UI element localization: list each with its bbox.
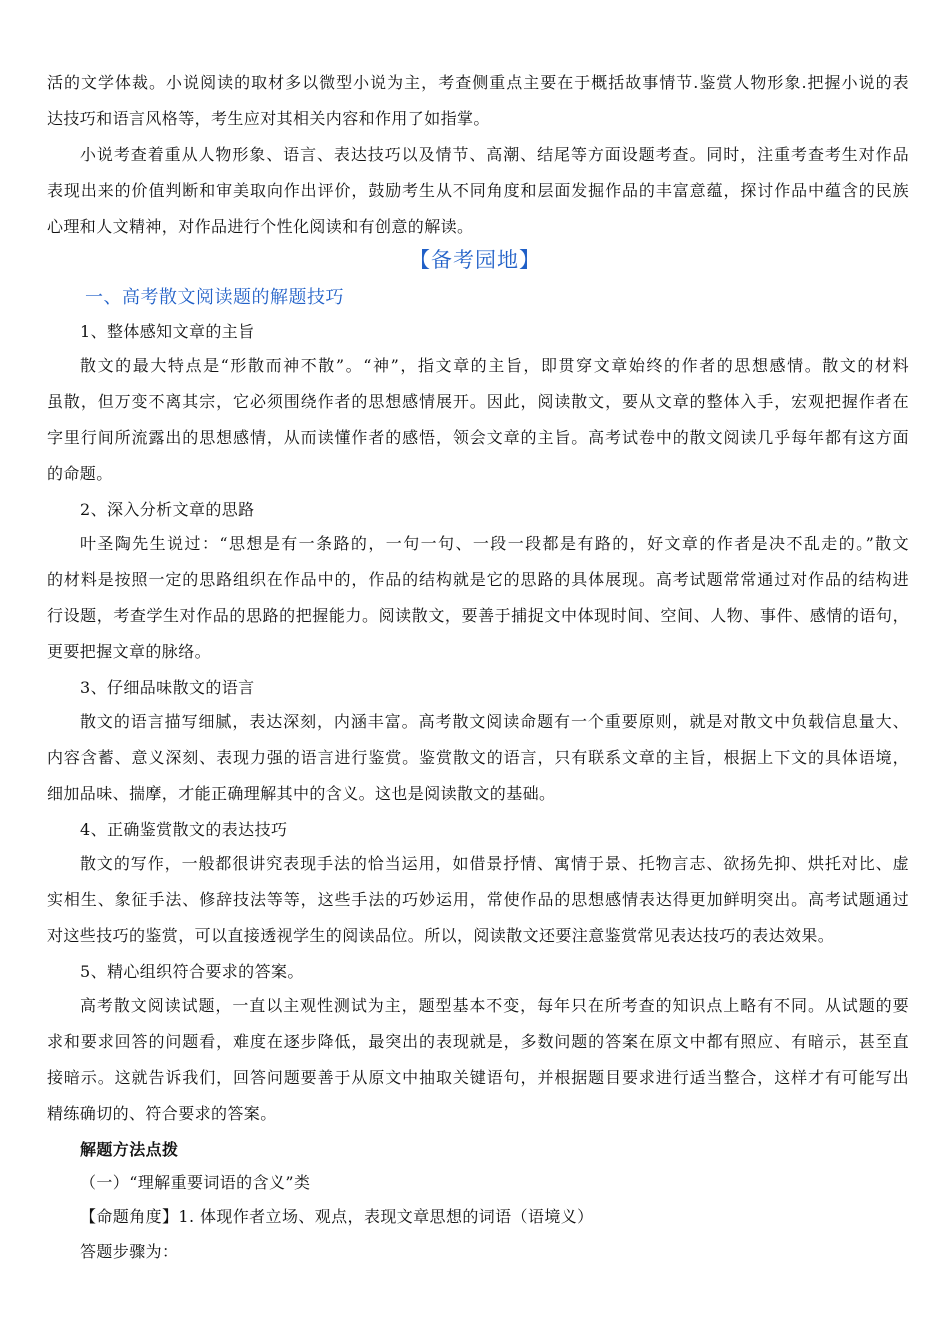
intro-line-5: 心理和人文精神，对作品进行个性化阅读和有创意的解读。 [47, 217, 474, 236]
item-2-line-3: 行设题，考查学生对作品的思路的把握能力。阅读散文，要善于捕捉文中体现时间、空间、人物、事件、感情的语句， [47, 606, 909, 625]
item-4-line-2: 实相生、象征手法、修辞技法等等，这些手法的巧妙运用，常使作品的思想感情表达得更加鲜明突出。高考试题通过 [47, 890, 909, 909]
item-4-heading: 4、正确鉴赏散文的表达技巧 [80, 820, 288, 839]
intro-line-4: 表现出来的价值判断和审美取向作出评价，鼓励考生从不同角度和层面发掘作品的丰富意蕴，探讨作品中蕴含的民族 [47, 181, 909, 200]
item-1-heading: 1、整体感知文章的主旨 [80, 322, 255, 341]
item-1-line-2: 虽散，但万变不离其宗，它必须围绕作者的思想感情展开。因此，阅读散文，要从文章的整体入手，宏观把握作者在 [47, 392, 909, 411]
method-title: 解题方法点拨 [80, 1140, 179, 1159]
item-1-line-3: 字里行间所流露出的思想感情，从而读懂作者的感悟，领会文章的主旨。高考试卷中的散文阅读几乎每年都有这方面 [47, 428, 909, 447]
item-3-heading: 3、仔细品味散文的语言 [80, 678, 255, 697]
item-5-line-1: 高考散文阅读试题，一直以主观性测试为主，题型基本不变，每年只在所考查的知识点上略有不同。从试题的要 [80, 996, 909, 1015]
item-2-line-1: 叶圣陶先生说过：“思想是有一条路的，一句一句、一段一段都是有路的，好文章的作者是决不乱走的。”散文 [80, 534, 909, 553]
section-title: 【备考园地】 [409, 248, 541, 272]
item-5-heading: 5、精心组织符合要求的答案。 [80, 962, 304, 981]
item-5-line-2: 求和要求回答的问题看，难度在逐步降低，最突出的表现就是，多数问题的答案在原文中都有照应、有暗示，甚至直 [47, 1032, 909, 1051]
angle-line: 【命题角度】1. 体现作者立场、观点，表现文章思想的词语（语境义） [80, 1207, 594, 1226]
item-5-line-3: 接暗示。这就告诉我们，回答问题要善于从原文中抽取关键语句，并根据题目要求进行适当整合，这样才有可能写出 [47, 1068, 909, 1087]
item-4-line-1: 散文的写作，一般都很讲究表现手法的恰当运用，如借景抒情、寓情于景、托物言志、欲扬先抑、烘托对比、虚 [80, 854, 909, 873]
intro-line-2: 达技巧和语言风格等，考生应对其相关内容和作用了如指掌。 [47, 109, 490, 128]
item-2-line-2: 的材料是按照一定的思路组织在作品中的，作品的结构就是它的思路的具体展现。高考试题常常通过对作品的结构进 [47, 570, 909, 589]
item-2-heading: 2、深入分析文章的思路 [80, 500, 255, 519]
item-1-line-1: 散文的最大特点是“形散而神不散”。“神”，指文章的主旨，即贯穿文章始终的作者的思想感情。散文的材料 [80, 356, 909, 375]
intro-line-1: 活的文学体裁。小说阅读的取材多以微型小说为主，考查侧重点主要在于概括故事情节.鉴赏人物形象.把握小说的表 [47, 73, 909, 92]
category-line: （一）“理解重要词语的含义”类 [80, 1173, 311, 1192]
intro-line-3: 小说考查着重从人物形象、语言、表达技巧以及情节、高潮、结尾等方面设题考查。同时，注重考查考生对作品 [80, 145, 909, 164]
item-3-line-3: 细加品味、揣摩，才能正确理解其中的含义。这也是阅读散文的基础。 [47, 784, 556, 803]
steps-label: 答题步骤为： [80, 1242, 179, 1261]
item-2-line-4: 更要把握文章的脉络。 [47, 642, 212, 661]
subsection-title: 一、高考散文阅读题的解题技巧 [85, 287, 344, 308]
item-5-line-4: 精练确切的、符合要求的答案。 [47, 1104, 277, 1123]
item-3-line-1: 散文的语言描写细腻，表达深刻，内涵丰富。高考散文阅读命题有一个重要原则，就是对散文中负载信息量大、 [80, 712, 909, 731]
item-1-line-4: 的命题。 [47, 464, 113, 483]
item-3-line-2: 内容含蓄、意义深刻、表现力强的语言进行鉴赏。鉴赏散文的语言，只有联系文章的主旨，根据上下文的具体语境， [47, 748, 909, 767]
item-4-line-3: 对这些技巧的鉴赏，可以直接透视学生的阅读品位。所以，阅读散文还要注意鉴赏常见表达技巧的表达效果。 [47, 926, 835, 945]
